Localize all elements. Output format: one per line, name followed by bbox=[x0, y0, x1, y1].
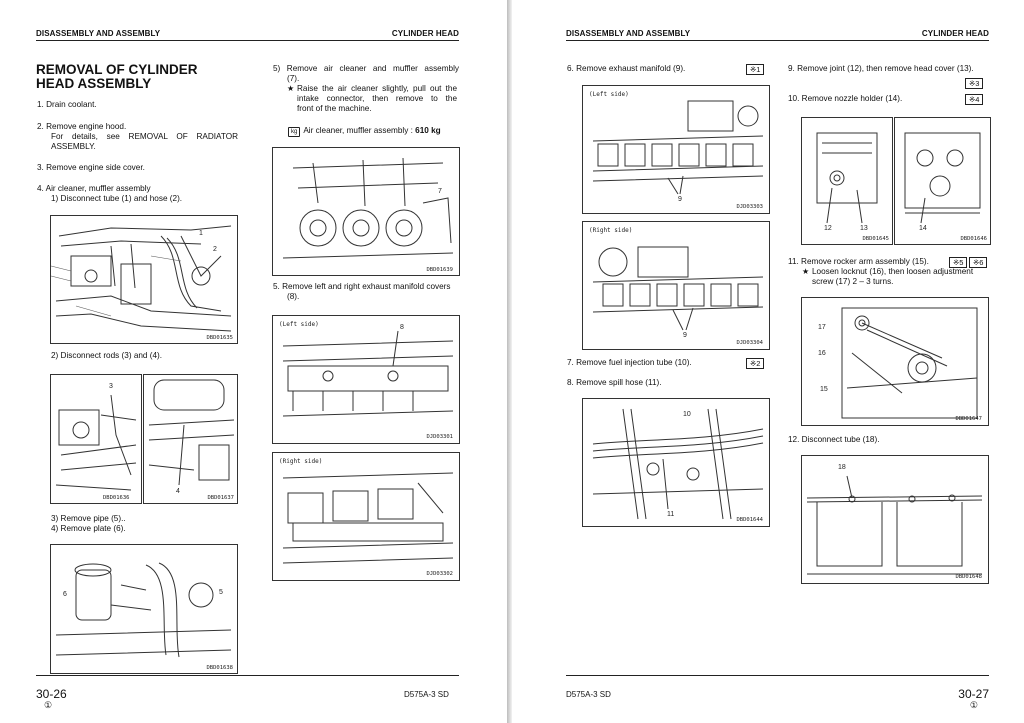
weight-note: kg Air cleaner, muffler assembly : 610 kg bbox=[288, 126, 441, 137]
callout-11: 11 bbox=[667, 511, 675, 518]
step-3: 3. Remove engine side cover. bbox=[37, 163, 145, 172]
header-chapter: CYLINDER HEAD bbox=[391, 29, 459, 38]
figure-exhaust-manifold-right bbox=[582, 221, 770, 350]
callout-16: 16 bbox=[818, 350, 826, 357]
figure-id: DBD01637 bbox=[207, 495, 234, 501]
callout-9b: 9 bbox=[683, 332, 687, 339]
callout-18: 18 bbox=[838, 464, 846, 471]
figure-exhaust-cover-right bbox=[272, 452, 460, 581]
footer-rule bbox=[36, 675, 459, 676]
header-chapter: CYLINDER HEAD bbox=[921, 29, 989, 38]
step-2-detail: For details, see REMOVAL OF RADIATOR bbox=[51, 132, 238, 141]
header-rule bbox=[36, 40, 459, 41]
ref-mark-5: ※5 bbox=[949, 257, 967, 268]
figure-tube-hose bbox=[50, 215, 238, 344]
callout-15: 15 bbox=[820, 386, 828, 393]
callout-10: 10 bbox=[683, 411, 691, 418]
step-4-5-b: (7). bbox=[287, 74, 300, 83]
right-page bbox=[512, 0, 1024, 723]
ref-mark-1: ※1 bbox=[746, 64, 764, 75]
figure-caption: (Left side) bbox=[589, 91, 629, 98]
ref-mark-2: ※2 bbox=[746, 358, 764, 369]
figure-tube-18 bbox=[801, 455, 989, 584]
note-air-cleaner: ★ Raise the air cleaner slightly, pull out the intake connector, then remove to the front of the machine. bbox=[287, 84, 457, 114]
figure-caption: (Left side) bbox=[279, 321, 319, 328]
revision-mark: ① bbox=[44, 700, 53, 710]
ref-mark-3: ※3 bbox=[965, 78, 983, 89]
figure-id: DBD01639 bbox=[426, 267, 453, 273]
step-8: 8. Remove spill hose (11). bbox=[567, 378, 662, 387]
figure-id: DBD01644 bbox=[736, 517, 763, 523]
footer-rule bbox=[566, 675, 989, 676]
callout-14: 14 bbox=[919, 225, 927, 232]
step-2-detail-2: ASSEMBLY. bbox=[51, 142, 96, 151]
step-1: 1. Drain coolant. bbox=[37, 100, 97, 109]
step-10: 10. Remove nozzle holder (14). bbox=[788, 94, 903, 103]
figure-rocker-arm bbox=[801, 297, 989, 426]
figure-id: DBD01636 bbox=[103, 495, 130, 501]
figure-air-cleaner bbox=[272, 147, 460, 276]
figure-id: DBD01635 bbox=[206, 335, 233, 341]
ref-mark-6: ※6 bbox=[969, 257, 987, 268]
callout-7: 7 bbox=[438, 188, 442, 195]
weight-icon: kg bbox=[288, 127, 300, 137]
model-name: D575A-3 SD bbox=[566, 690, 611, 699]
figure-caption: (Right side) bbox=[279, 458, 323, 465]
step-4-3: 3) Remove pipe (5).. bbox=[51, 514, 126, 523]
header-section: DISASSEMBLY AND ASSEMBLY bbox=[566, 29, 691, 38]
figure-id: DBD01645 bbox=[862, 236, 889, 242]
figure-exhaust-cover-left bbox=[272, 315, 460, 444]
callout-17: 17 bbox=[818, 324, 826, 331]
figure-id: DJD03301 bbox=[426, 434, 453, 440]
step-4-4: 4) Remove plate (6). bbox=[51, 524, 126, 533]
step-11: 11. Remove rocker arm assembly (15). bbox=[788, 257, 929, 266]
figure-id: DJD03302 bbox=[426, 571, 453, 577]
section-title-line1: REMOVAL OF CYLINDER bbox=[36, 62, 198, 77]
callout-1: 1 bbox=[199, 230, 203, 237]
step-4: 4. Air cleaner, muffler assembly bbox=[37, 184, 151, 193]
step-4-2: 2) Disconnect rods (3) and (4). bbox=[51, 351, 163, 360]
star-icon: ★ bbox=[802, 267, 810, 276]
step-2: 2. Remove engine hood. bbox=[37, 122, 127, 131]
callout-8: 8 bbox=[400, 324, 404, 331]
step-9: 9. Remove joint (12), then remove head cover (13). bbox=[788, 64, 974, 73]
figure-nozzle-holder bbox=[894, 117, 991, 245]
page-number: 30-27 bbox=[958, 687, 989, 701]
figure-rod-3 bbox=[50, 374, 142, 504]
step-7: 7. Remove fuel injection tube (10). bbox=[567, 358, 692, 367]
callout-13: 13 bbox=[860, 225, 868, 232]
callout-6: 6 bbox=[63, 591, 67, 598]
figure-id: DBD01647 bbox=[955, 416, 982, 422]
ref-mark-4: ※4 bbox=[965, 94, 983, 105]
figure-id: DJD03304 bbox=[736, 340, 763, 346]
callout-4: 4 bbox=[176, 488, 180, 495]
figure-head-cover bbox=[801, 117, 893, 245]
step-4-1: 1) Disconnect tube (1) and hose (2). bbox=[51, 194, 183, 203]
figure-id: DBD01646 bbox=[960, 236, 987, 242]
left-page bbox=[0, 0, 507, 723]
header-section: DISASSEMBLY AND ASSEMBLY bbox=[36, 29, 161, 38]
step-6: 6. Remove exhaust manifold (9). bbox=[567, 64, 686, 73]
callout-12: 12 bbox=[824, 225, 832, 232]
figure-caption: (Right side) bbox=[589, 227, 633, 234]
callout-5: 5 bbox=[219, 589, 223, 596]
figure-id: DJD03303 bbox=[736, 204, 763, 210]
figure-rod-4 bbox=[143, 374, 238, 504]
figure-pipe-plate bbox=[50, 544, 238, 674]
figure-id: DBD01638 bbox=[206, 665, 233, 671]
note-locknut: ★ Loosen locknut (16), then loosen adjustment screw (17) 2 – 3 turns. bbox=[802, 267, 974, 287]
header-rule bbox=[566, 40, 989, 41]
section-title-line2: HEAD ASSEMBLY bbox=[36, 76, 152, 91]
page-number: 30-26 bbox=[36, 687, 67, 701]
callout-2: 2 bbox=[213, 246, 217, 253]
callout-3: 3 bbox=[109, 383, 113, 390]
step-4-5: 5) Remove air cleaner and muffler assembly bbox=[273, 64, 459, 73]
model-name: D575A-3 SD bbox=[404, 690, 449, 699]
figure-fuel-injection-tube bbox=[582, 398, 770, 527]
revision-mark: ① bbox=[969, 700, 978, 710]
step-5-b: (8). bbox=[287, 292, 300, 301]
step-12: 12. Disconnect tube (18). bbox=[788, 435, 880, 444]
figure-exhaust-manifold-left bbox=[582, 85, 770, 214]
step-5: 5. Remove left and right exhaust manifold covers bbox=[273, 282, 451, 291]
callout-9: 9 bbox=[678, 196, 682, 203]
star-icon: ★ bbox=[287, 84, 295, 93]
figure-id: DBD01648 bbox=[955, 574, 982, 580]
